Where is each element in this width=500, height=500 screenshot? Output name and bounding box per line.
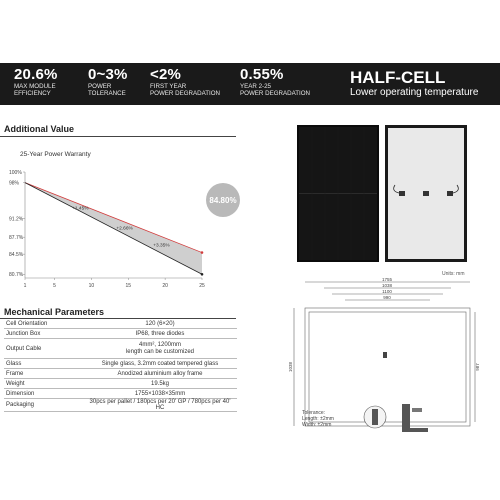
table-row — [4, 329, 237, 339]
x-tick-label: 10 — [88, 283, 95, 289]
row-label: Output Cable — [4, 339, 83, 359]
dim-label: 990 — [383, 295, 391, 300]
tolerance-note — [302, 410, 334, 428]
tolerance-length: Length: ±2mm — [302, 416, 334, 422]
chart-title: 25-Year Power Warranty — [20, 151, 91, 158]
panel-front-image — [297, 125, 379, 262]
table-row — [4, 339, 237, 359]
table-row — [4, 389, 237, 399]
warranty-chart — [0, 160, 240, 290]
upper-warranty-line — [25, 183, 202, 253]
y-tick-label: 91.2% — [9, 216, 24, 223]
tolerance-width: Width: ±2mm — [302, 422, 332, 428]
stat-value: 0~3% — [88, 66, 128, 83]
row-value: 1755×1038×35mm — [83, 389, 237, 399]
row-value-line1: 4mm², 1200mm — [138, 341, 181, 348]
row-label: Junction Box — [4, 329, 83, 339]
table-row — [4, 359, 237, 369]
row-value: 19.5kg — [83, 379, 237, 389]
y-tick-label: 80.7% — [9, 272, 24, 279]
row-label: Weight — [4, 379, 83, 389]
dim-label: 1038 — [381, 283, 393, 288]
y-tick-label: 84.5% — [9, 251, 24, 258]
stat-value: 20.6% — [14, 66, 58, 83]
half-cell-subtitle: Lower operating temperature — [350, 87, 479, 98]
row-label: Packaging — [4, 399, 83, 412]
section-divider — [0, 136, 236, 137]
table-row — [4, 319, 237, 329]
mechanical-heading: Mechanical Parameters — [4, 307, 105, 317]
stat-tolerance — [88, 67, 128, 97]
row-label: Dimension — [4, 389, 83, 399]
dim-label: 1755 — [381, 277, 393, 282]
mounting-hole — [383, 352, 387, 358]
tolerance-title: Tolerance: — [302, 410, 326, 416]
y-tick-label: 100% — [9, 169, 22, 176]
x-tick-label: 25 — [199, 283, 205, 289]
table-row — [4, 369, 237, 379]
row-value: IP68, three diodes — [83, 329, 237, 339]
stat-first-year-degradation — [150, 67, 220, 97]
junction-box-center — [423, 191, 429, 196]
row-value: 120 (6×20) — [83, 319, 237, 329]
mechanical-table — [4, 319, 237, 412]
spec-banner — [0, 63, 500, 105]
stat-label-line2: TOLERANCE — [88, 90, 126, 97]
row-value: Single glass, 3.2mm coated tempered glass — [83, 359, 237, 369]
row-value: 30pcs per pallet / 180pcs per 20' GP / 780pcs per 40' HC — [83, 399, 237, 412]
row-label: Cell Orientation — [4, 319, 83, 329]
row-label: Frame — [4, 369, 83, 379]
gain-annotation: +3.35% — [153, 243, 170, 249]
frame-profile-detail — [398, 402, 434, 434]
y-tick-label: 87.7% — [9, 234, 24, 241]
dim-label: 1100 — [382, 289, 392, 294]
junction-box-left — [399, 191, 405, 196]
row-label: Glass — [4, 359, 83, 369]
x-tick-label: 1 — [23, 283, 27, 289]
x-tick-label: 5 — [53, 283, 56, 289]
stat-label-line2: POWER DEGRADATION — [240, 90, 311, 97]
stat-value: <2% — [150, 66, 182, 83]
row-value: Anodized aluminium alloy frame — [83, 369, 237, 379]
x-tick-label: 20 — [162, 283, 168, 289]
stat-annual-degradation — [240, 67, 310, 97]
table-row — [4, 379, 237, 389]
x-tick-label: 15 — [125, 283, 132, 289]
gain-annotation: +1.45% — [72, 206, 89, 212]
stat-label-line1: YEAR 2-25 — [240, 83, 271, 90]
stat-label-line2: POWER DEGRADATION — [150, 90, 221, 97]
detail-profile — [372, 409, 378, 425]
stat-value: 0.55% — [240, 66, 284, 83]
stat-label-line1: POWER — [88, 83, 112, 90]
half-cell-title: HALF-CELL — [350, 68, 446, 87]
y-tick-label: 98% — [9, 180, 20, 187]
upper-end-point — [201, 251, 204, 254]
profile-lip — [412, 408, 422, 412]
table-row — [4, 399, 237, 412]
gain-annotation: +2.66% — [116, 226, 133, 232]
dim-label: 1038 — [288, 361, 293, 373]
stat-label-line1: FIRST YEAR — [150, 83, 187, 90]
panel-back-image — [385, 125, 467, 262]
stat-label-line1: MAX MODULE — [14, 83, 56, 90]
units-label: Units: mm — [442, 271, 465, 277]
lower-warranty-line — [25, 183, 202, 275]
row-value-line2: length can be customized — [125, 348, 195, 355]
badge-label: 84.80% — [209, 196, 237, 205]
row-value — [83, 339, 237, 359]
junction-box-right — [447, 191, 453, 196]
frame-section-detail — [360, 400, 390, 434]
lower-end-point — [201, 273, 204, 276]
stat-label-line2: EFFICIENCY — [14, 90, 51, 97]
dim-label: 987 — [475, 363, 480, 371]
stat-efficiency — [14, 67, 58, 97]
additional-value-heading: Additional Value — [4, 124, 75, 134]
